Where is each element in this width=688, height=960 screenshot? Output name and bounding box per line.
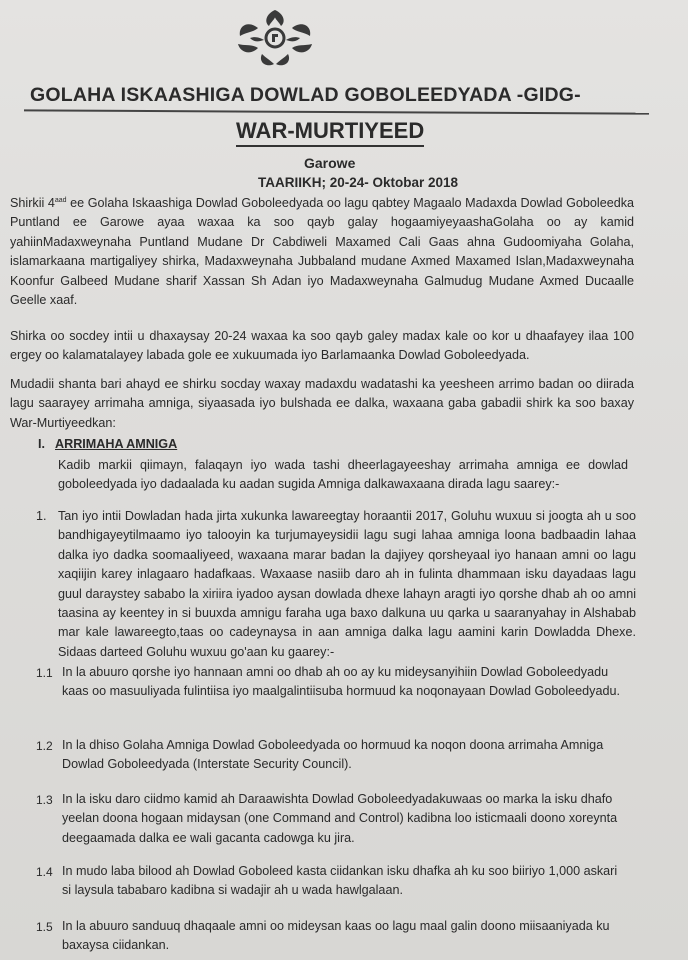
section-title: ARRIMAHA AMNIGA [55, 437, 178, 451]
sub-item-1-3 [36, 790, 626, 848]
section-heading [38, 437, 177, 451]
sub-item-1-5 [36, 917, 626, 956]
sub-item-text: In la dhiso Golaha Amniga Dowlad Goboleedyada oo hormuud ka noqon doona arrimaha Amniga Dowlad Goboleedyada (Interstate Security Council). [62, 738, 604, 772]
intro-superscript: aad [54, 196, 67, 204]
header-divider [24, 109, 649, 114]
paragraph-3: Mudadii shanta bari ahayd ee shirku socday waxay madaxdu wadatashi ka yeesheen arrimo badan oo diirada lagu saarayey arrimaha amniga, siyaasada iyo bulshada ee dalka, waxaana gaba gabadii shirk ka soo baxay War-Murtiyeedkan: [10, 377, 634, 430]
sub-item-number: 1.1 [36, 666, 53, 680]
sub-item-text: In la abuuro qorshe iyo hannaan amni oo dhab ah oo ay ku mideysanyihiin Dowlad Goboleedyadu kaas oo masuuliyada fulintiisa iyo maalgalintiisuba hormuud ka noqonayaan Dowlad Goboleedyadu. [62, 665, 620, 699]
item-text: Tan iyo intii Dowladan hada jirta xukunka lawareegtay horaantii 2017, Goluhu wuxuu si joogta ah u soo bandhigayeytilmaamo iyo talooyin ka turjumayeysidii lagu sugi lahaa amniga loona badbaadin lahaa dalka iyo dadka soomaaliyeed, waxaana marar badan la dajiyey qorsheyaal iyo hanaan amni oo lagu xaqiijin karey inlagaaro hadafkaas. Waxaase nasiib daro ah in fulinta dhammaan isku dayadaas lagu guul daraystey sababo la xiriira iyadoo aysan dowlada dhexe lahayn aragti iyo qorshe dhab ah oo amni taasina ay keentey in si buuxda amnigu faraha uga baxo dalkuna uu qarka u saaranyahay in Alshabab mar kale lawareegto,taas oo cadeynaysa in aan amniga dalka lagu aamini karin Dowladda Dhexe. Sidaas darteed Goluhu wuxuu go'aan ku gaarey:- [58, 509, 636, 659]
section-number: I. [38, 437, 45, 451]
intro-paragraph [10, 194, 634, 310]
city-label: Garowe [304, 155, 356, 171]
sub-item-number: 1.3 [36, 793, 53, 807]
sub-item-1-2 [36, 736, 626, 775]
sub-item-1-4 [36, 862, 626, 901]
paragraph-2: Shirka oo socdey intii u dhaxaysay 20-24 waxaa ka soo qayb galey madax kale oo kor u dhaafayey ilaa 100 ergey oo kalamatalayey labada gole ee xukuumada iyo Barlamaanka Dowlad Goboleedyada. [10, 329, 634, 363]
sub-item-number: 1.2 [36, 739, 53, 753]
sub-item-number: 1.4 [36, 865, 53, 879]
sub-item-number: 1.5 [36, 920, 53, 934]
sub-item-1-1 [36, 663, 626, 702]
intro-text: ee Golaha Iskaashiga Dowlad Goboleedyada oo lagu qabtey Magaalo Madaxda Dowlad Goboleedka Puntland ee Garowe ayaa waxaa ka soo qayb galay hogaamiyeyaashaGolaha oo ay kamid yahiinMadaxweynaha Puntland Mudane Dr Cabdiweli Maxamed Cali Gaas ahna Gudoomiyaha Golaha, islamarkaana martigaliyey shirka, Madaxweynaha Jubbaland mudane Axmed Maxamed Islan,Madaxweynaha Koonfur Galbeed Mudane sharif Xassan Sh Adan iyo Madaxweynaha Galmudug Mudane Axmed Ducaalle Geelle xaaf. [10, 196, 635, 308]
sub-item-text: In la isku daro ciidmo kamid ah Daraawishta Dowlad Goboleedyadakuwaas oo marka la isku dhafo yeelan doona hogaan midaysan (one Command and Control) kadibna loo isticmaali doono xoreynta deegaamada dalka ee wali gacanta cadowga ku jira. [62, 792, 618, 845]
item-number: 1. [36, 509, 47, 523]
intro-word-start: Shirkii 4 [10, 196, 55, 210]
date-label: TAARIIKH; 20-24- Oktobar 2018 [258, 175, 459, 190]
organization-name: GOLAHA ISKAASHIGA DOWLAD GOBOLEEDYADA -GIDG- [30, 84, 581, 106]
council-emblem-icon [228, 6, 322, 70]
sub-item-text: In la abuuro sanduuq dhaqaale amni oo mideysan kaas oo lagu maal galin doono miisaaniyada ku baxaysa ciidankan. [62, 919, 610, 953]
section-intro: Kadib markii qiimayn, falaqayn iyo wada tashi dheerlagayeeshay arrimaha amniga ee dowlad goboleedyada iyo dadaalada ku aadan sugida Amniga dalkawaxaana dirada lagu saarey:- [58, 458, 628, 492]
list-item-1 [36, 507, 636, 662]
document-title: WAR-MURTIYEED [236, 118, 424, 147]
sub-item-text: In mudo laba bilood ah Dowlad Goboleed kasta ciidankan isku dhafka ah ku soo biiriyo 1,000 askari si laysula tababaro kadibna si wadajir ah u wada hawlgalaan. [62, 864, 618, 898]
